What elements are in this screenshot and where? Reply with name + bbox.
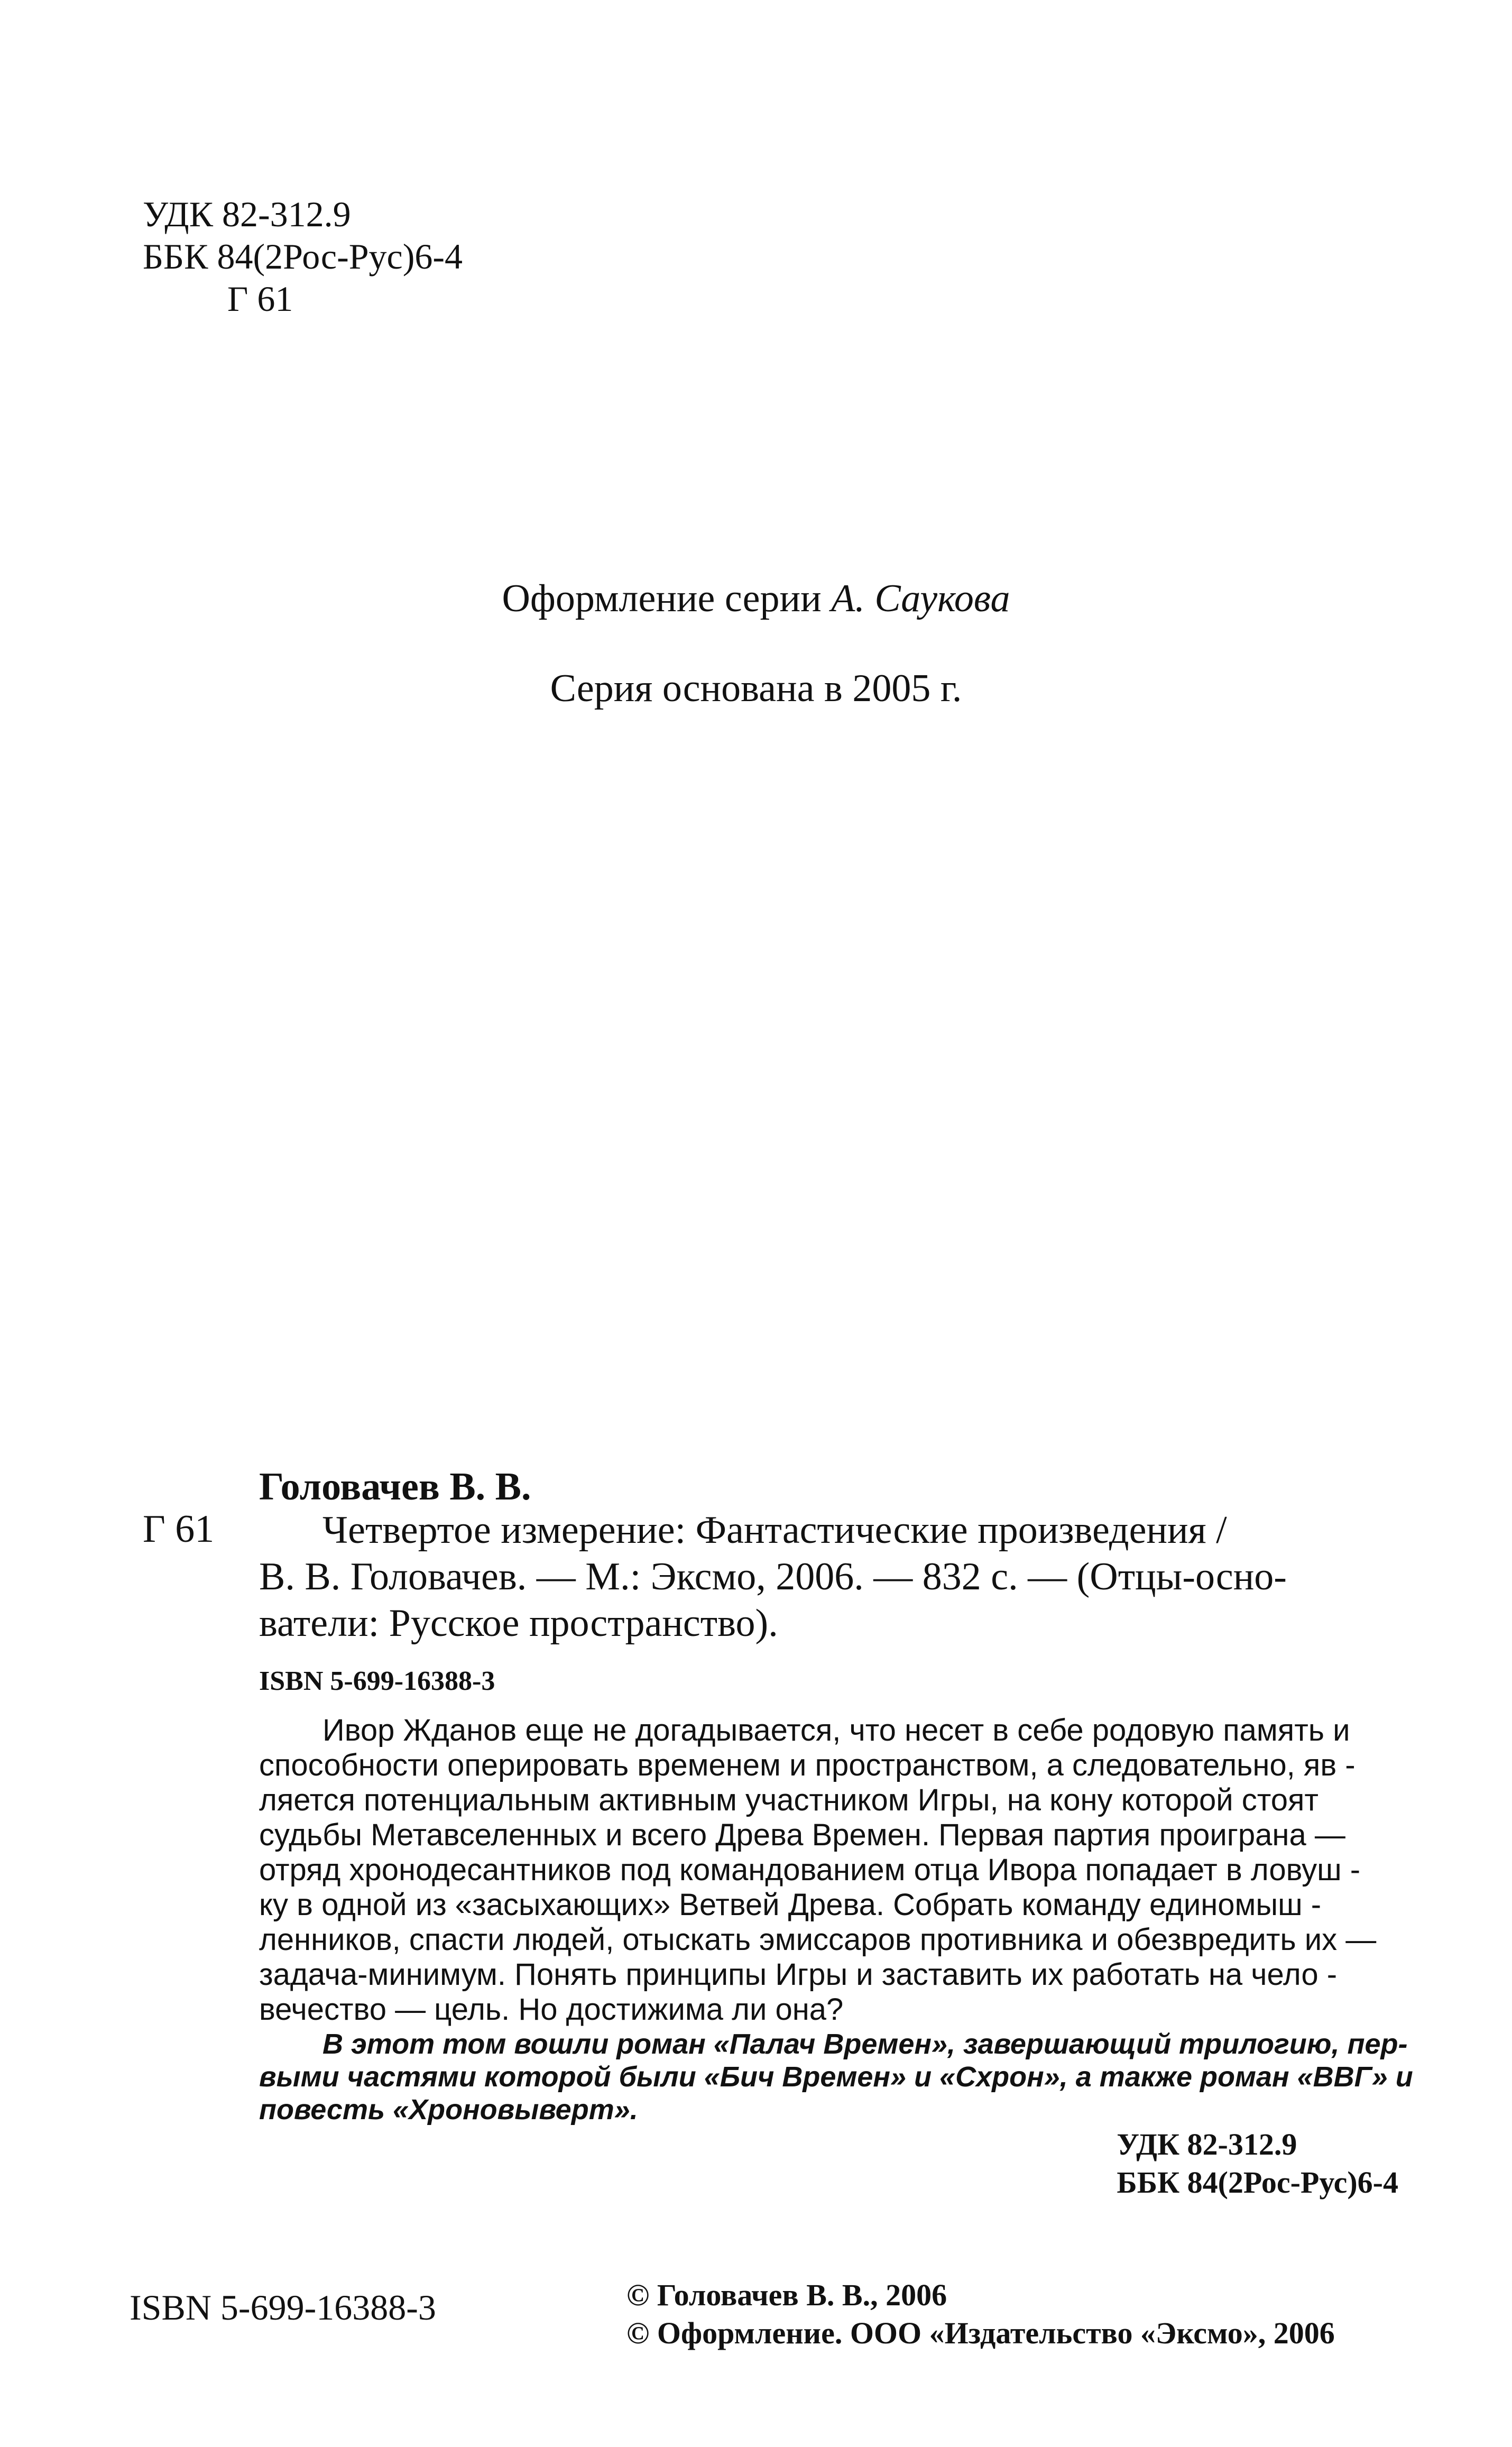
bibliographic-description <box>259 1507 1401 1646</box>
note-line: выми частями которой были «Бич Времен» и «Схрон», а также роман «ВВГ» и <box>259 2061 1413 2093</box>
footer-isbn: ISBN 5-699-16388-3 <box>130 2287 436 2328</box>
catalog-author-heading: Головачев В. В. <box>259 1465 531 1508</box>
biblio-line: Четвертое измерение: Фантастические произведения / <box>322 1508 1227 1552</box>
author-mark: Г 61 <box>227 279 293 319</box>
contents-note <box>259 2028 1413 2126</box>
series-design-prefix: Оформление серии <box>502 577 822 620</box>
series-designer-name: А. Саукова <box>831 577 1010 620</box>
biblio-line: ватели: Русское пространство). <box>259 1602 778 1645</box>
note-line: повесть «Хроновыверт». <box>259 2094 638 2126</box>
udk-code: УДК 82-312.9 <box>143 194 351 234</box>
copyright-design: © Оформление. ООО «Издательство «Эксмо», 2006 <box>626 2316 1335 2350</box>
annotation-line: ляется потенциальным активным участником Игры, на кону которой стоят <box>259 1783 1319 1817</box>
bbk-code: ББК 84(2Рос-Рус)6-4 <box>143 236 463 277</box>
biblio-line: В. В. Головачев. — М.: Эксмо, 2006. — 832 с. — (Отцы-осно- <box>259 1555 1287 1598</box>
series-founded: Серия основана в 2005 г. <box>550 667 962 710</box>
series-design-credit <box>0 576 1512 621</box>
copyright-block <box>626 2276 1335 2352</box>
copyright-author: © Головачев В. В., 2006 <box>626 2278 947 2312</box>
annotation-line: судьбы Метавселенных и всего Древа Времен. Первая партия проиграна — <box>259 1818 1345 1852</box>
annotation-line: ленников, спасти людей, отыскать эмиссаров противника и обезвредить их — <box>259 1922 1377 1957</box>
annotation-line: вечество — цель. Но достижима ли она? <box>259 1992 844 2027</box>
catalog-isbn: ISBN 5-699-16388-3 <box>259 1666 495 1696</box>
annotation-line: отряд хронодесантников под командованием отца Ивора попадает в ловуш - <box>259 1853 1361 1887</box>
catalog-bbk-code: ББК 84(2Рос-Рус)6-4 <box>1117 2165 1398 2200</box>
annotation <box>259 1713 1401 2027</box>
catalog-udk-code: УДК 82-312.9 <box>1117 2127 1297 2161</box>
note-line: В этот том вошли роман «Палач Времен», завершающий трилогию, пер- <box>322 2028 1408 2060</box>
annotation-line: ку в одной из «засыхающих» Ветвей Древа. Собрать команду единомыш - <box>259 1888 1322 1922</box>
catalog-author-mark: Г 61 <box>143 1507 215 1551</box>
annotation-line: способности оперировать временем и пространством, а следовательно, яв - <box>259 1748 1356 1782</box>
annotation-line: Ивор Жданов еще не догадывается, что несет в себе родовую память и <box>322 1713 1350 1747</box>
annotation-line: задача-минимум. Понять принципы Игры и заставить их работать на чело - <box>259 1957 1338 1992</box>
catalog-classification-codes <box>1117 2126 1398 2202</box>
classification-codes <box>143 193 463 320</box>
